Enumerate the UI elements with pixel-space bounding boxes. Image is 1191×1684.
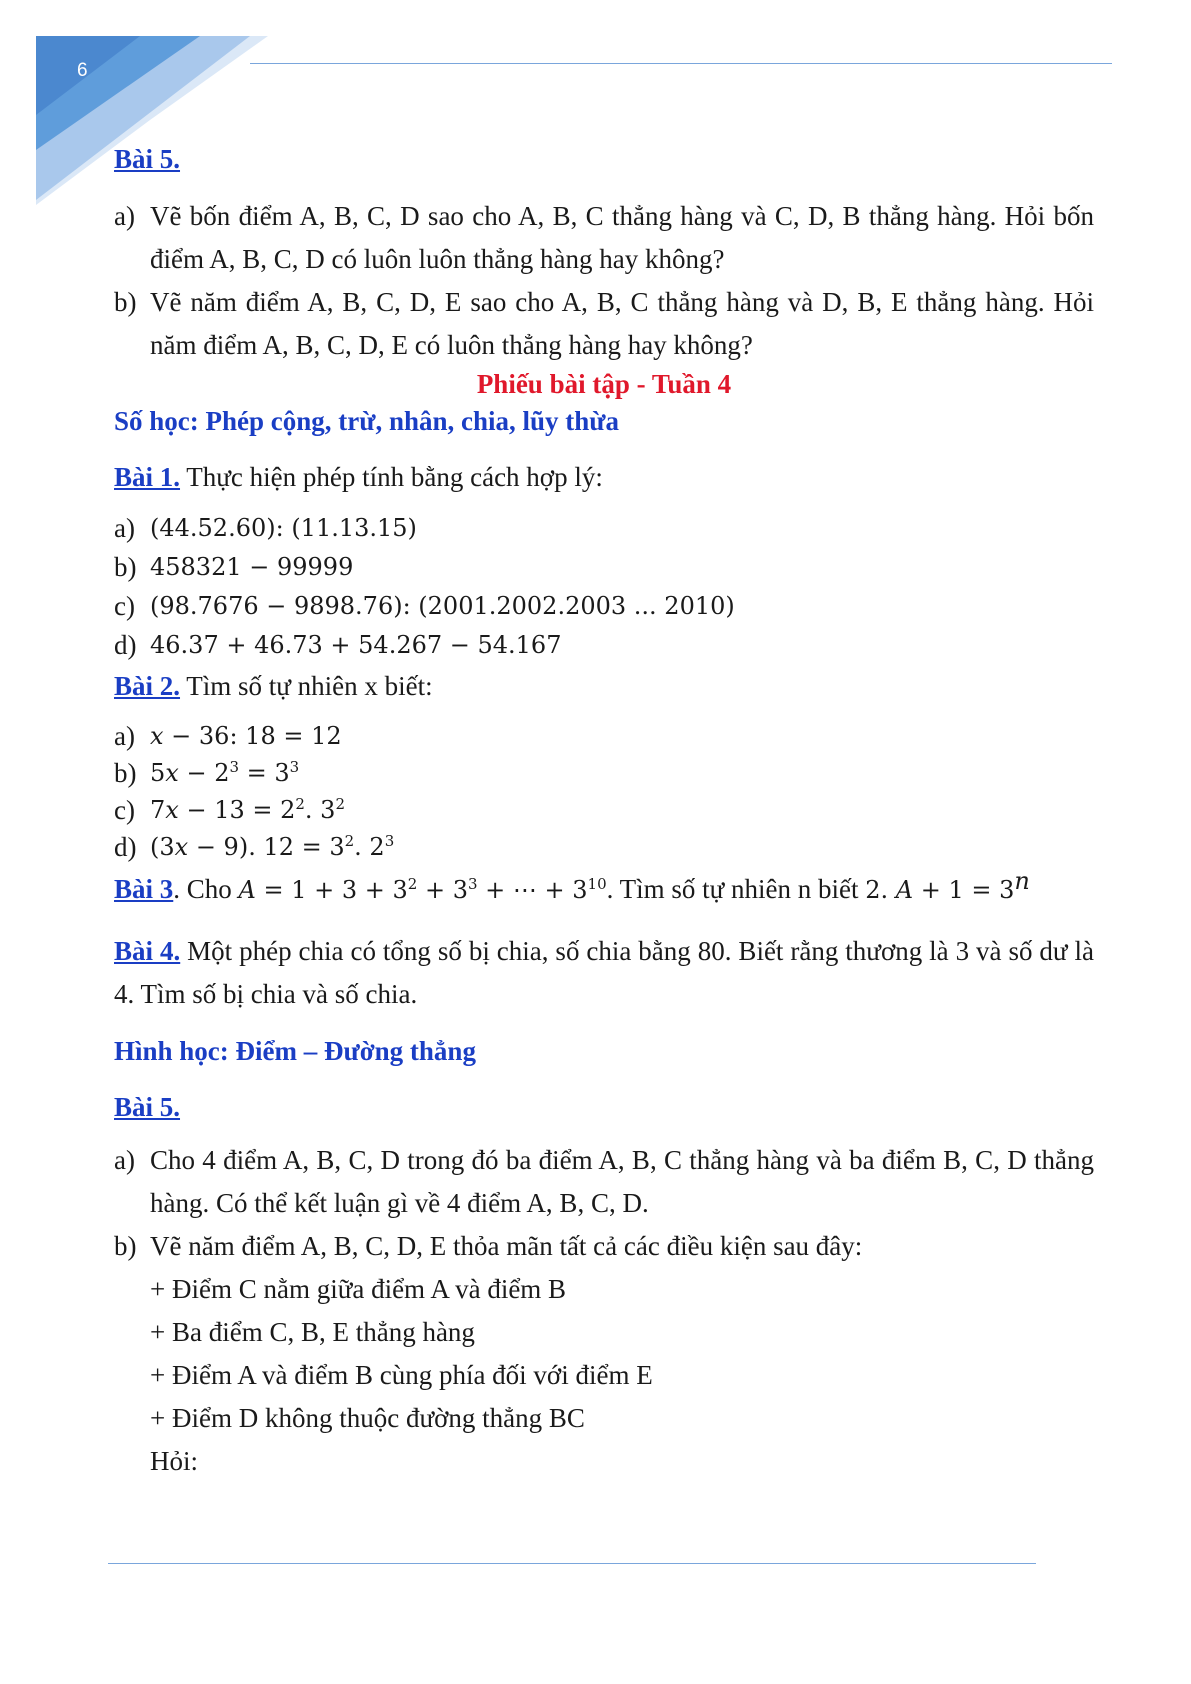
item-label: c) (114, 795, 135, 825)
bai1-text: Thực hiện phép tính bằng cách hợp lý: (186, 462, 603, 492)
math-exponent: 3 (384, 832, 395, 850)
condition-item: + Điểm A và điểm B cùng phía đối với điểm E (150, 1360, 653, 1390)
bai2-item-d (114, 829, 1094, 866)
item-text: Vẽ năm điểm A, B, C, D, E thỏa mãn tất cả các điều kiện sau đây: (150, 1231, 863, 1261)
math-text: = 1 + 3 + 3 (255, 876, 408, 904)
math-text: − 13 = 2 (178, 796, 296, 824)
page-number: 6 (77, 60, 88, 81)
item-label: a) (114, 201, 135, 231)
math-text: + 1 = 3 (913, 876, 1015, 904)
p2-item-a (114, 1139, 1094, 1225)
bai4-text: Một phép chia có tổng số bị chia, số chia bằng 80. Biết rằng thương là 3 và số dư là 4. Tìm số bị chia và số chia. (114, 936, 1095, 1009)
arithmetic-heading: Số học: Phép cộng, trừ, nhân, chia, lũy thừa (114, 406, 619, 436)
bai1-item-a (114, 509, 1094, 548)
item-label: b) (114, 758, 137, 788)
item-text: Vẽ bốn điểm A, B, C, D sao cho A, B, C thẳng hàng và C, D, B thẳng hàng. Hỏi bốn điểm A, B, C, D có luôn luôn thẳng hàng hay không? (150, 201, 1094, 274)
bai4-title: Bài 4. (114, 936, 181, 966)
bai1-statement (114, 456, 1094, 499)
condition-item: + Điểm C nằm giữa điểm A và điểm B (150, 1274, 567, 1304)
math-exponent: 3 (467, 875, 478, 893)
p1-title: Bài 5. (114, 144, 181, 174)
ask-text: Hỏi: (150, 1446, 199, 1476)
math-text: + 3 (417, 876, 468, 904)
item-expression: 458321 − 99999 (150, 553, 354, 581)
item-text: Cho 4 điểm A, B, C, D trong đó ba điểm A, B, C thẳng hàng và ba điểm B, C, D thẳng hàng. Có thể kết luận gì về 4 điểm A, B, C, D. (150, 1145, 1094, 1218)
item-expression (150, 718, 342, 755)
item-label: c) (114, 591, 135, 621)
math-text: − 2 (178, 759, 230, 787)
bai2-statement (114, 665, 1094, 708)
item-label: d) (114, 630, 137, 660)
item-label: a) (114, 513, 135, 543)
math-var: A (238, 876, 256, 904)
math-exponent: 10 (587, 875, 607, 893)
math-exponent: 3 (229, 758, 240, 776)
math-var: A (895, 876, 914, 904)
bai2-item-c (114, 792, 1094, 829)
math-text: 5 (150, 759, 166, 787)
item-expression (150, 829, 394, 866)
math-var: x (150, 722, 164, 750)
math-exponent: 2 (295, 795, 305, 813)
math-text: . 3 (304, 796, 336, 824)
math-text: 7 (150, 796, 166, 824)
math-text: + ⋯ + 3 (477, 876, 588, 904)
item-label: b) (114, 287, 137, 317)
math-text: − 9). 12 = 3 (188, 833, 345, 861)
item-expression (150, 792, 345, 829)
math-exponent: n (1014, 867, 1030, 895)
item-label: d) (114, 832, 137, 862)
p2-item-b (114, 1225, 1094, 1268)
bai3-statement (114, 868, 1094, 912)
item-expression: 46.37 + 46.73 + 54.267 − 54.167 (150, 631, 562, 659)
math-text: . 2 (354, 833, 385, 861)
math-exponent: 3 (289, 758, 300, 776)
bai2-text: Tìm số tự nhiên x biết: (186, 671, 433, 701)
item-expression: (44.52.60): (11.13.15) (150, 514, 417, 542)
math-exponent: 2 (344, 832, 355, 850)
math-var: x (165, 759, 179, 787)
math-var: x (165, 796, 179, 824)
p1-item-a (114, 195, 1094, 281)
item-label: b) (114, 552, 137, 582)
bai4-statement (114, 930, 1094, 1016)
bai1-item-c (114, 587, 1094, 626)
sheet-title: Phiếu bài tập - Tuần 4 (476, 369, 732, 399)
bai2-item-a (114, 718, 1094, 755)
math-text: (3 (150, 833, 175, 861)
item-expression (150, 755, 299, 792)
bai3-formula (239, 876, 607, 904)
item-label: a) (114, 721, 135, 751)
item-label: b) (114, 1231, 137, 1261)
p2-title: Bài 5. (114, 1092, 181, 1122)
bai3-text: . Tìm số tự nhiên n biết (606, 874, 866, 904)
bai1-item-d (114, 626, 1094, 665)
bai3-title: Bài 3 (114, 874, 174, 904)
bai2-title: Bài 2. (114, 671, 181, 701)
footer-rule (108, 1563, 1036, 1564)
bai2-item-b (114, 755, 1094, 792)
bai1-item-b (114, 548, 1094, 587)
math-text: = 3 (239, 759, 290, 787)
math-text: − 36: 18 = 12 (163, 722, 342, 750)
bai3-text: . Cho (173, 874, 239, 904)
math-var: x (174, 833, 189, 861)
condition-item: + Ba điểm C, B, E thẳng hàng (150, 1317, 475, 1347)
page-content (114, 138, 1094, 1483)
bai1-title: Bài 1. (114, 462, 181, 492)
item-expression: (98.7676 − 9898.76): (2001.2002.2003 ... 2010) (150, 592, 735, 620)
geometry-heading: Hình học: Điểm – Đường thẳng (114, 1036, 476, 1066)
p1-item-b (114, 281, 1094, 367)
header-rule (250, 63, 1112, 64)
math-exponent: 2 (407, 875, 418, 893)
condition-item: + Điểm D không thuộc đường thẳng BC (150, 1403, 585, 1433)
item-text: Vẽ năm điểm A, B, C, D, E sao cho A, B, C thẳng hàng và D, B, E thẳng hàng. Hỏi năm điểm A, B, C, D, E có luôn thẳng hàng hay không? (150, 287, 1094, 360)
bai3-condition (865, 867, 1030, 904)
math-text: 2. (865, 876, 896, 904)
math-exponent: 2 (335, 795, 345, 813)
item-label: a) (114, 1145, 135, 1175)
